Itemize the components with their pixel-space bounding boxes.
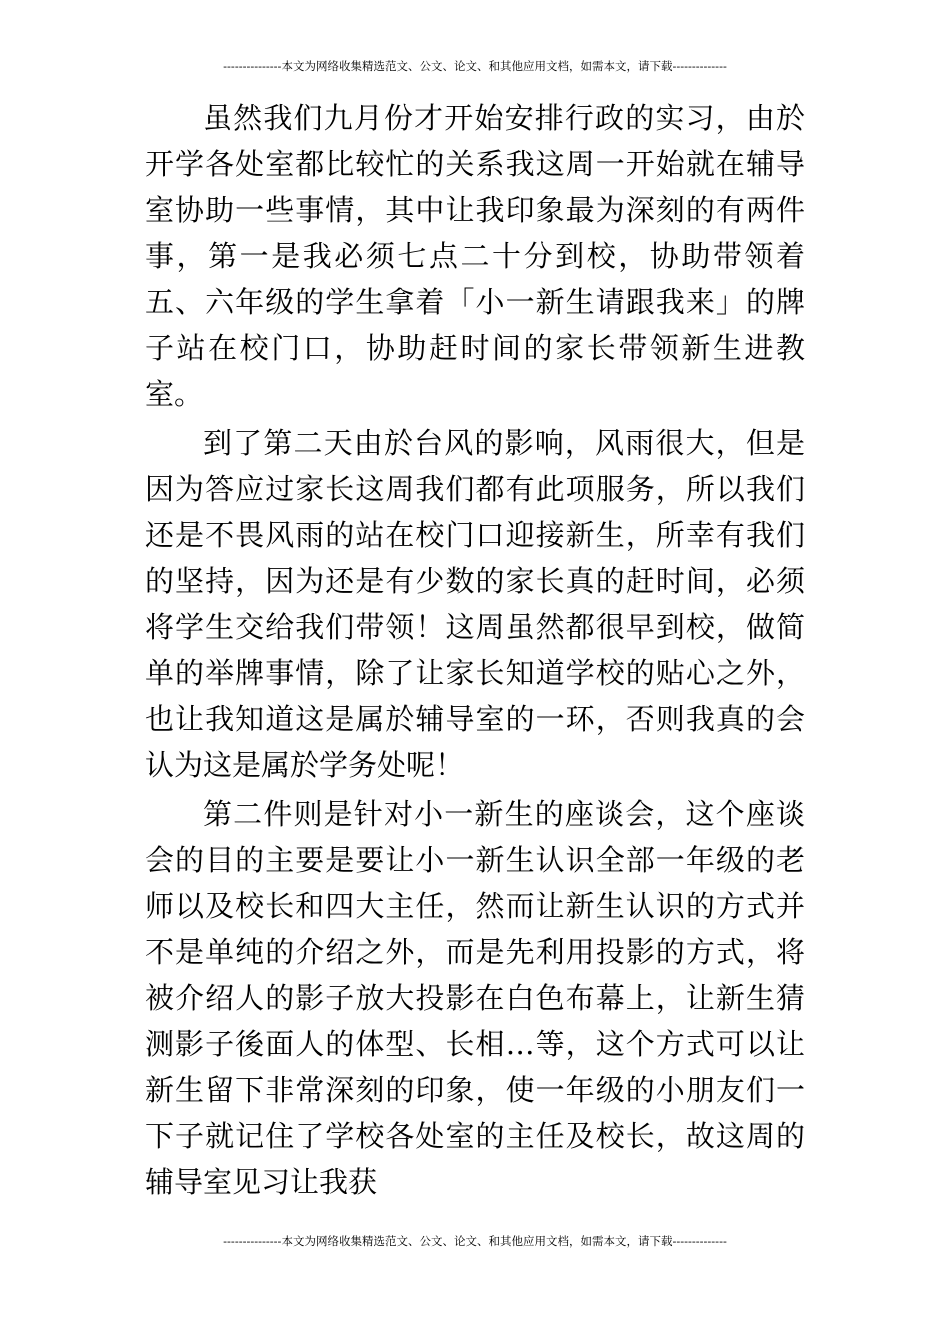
paragraph: 到了第二天由於台风的影响，风雨很大，但是因为答应过家长这周我们都有此项服务，所以我们还是不畏风雨的站在校门口迎接新生，所幸有我们的坚持，因为还是有少数的家长真的赶时间，必须将学生交给我们带领！这周虽然都很早到校，做简单的举牌事情，除了让家长知道学校的贴心之外，也让我知道这是属於辅导室的一环，否则我真的会认为这是属於学务处呢！ (145, 426, 805, 782)
paragraph: 虽然我们九月份才开始安排行政的实习，由於开学各处室都比较忙的关系我这周一开始就在辅导室协助一些事情，其中让我印象最为深刻的有两件事，第一是我必须七点二十分到校，协助带领着五、六年级的学生拿着「小一新生请跟我来」的牌子站在校门口，协助赶时间的家长带领新生进教室。 (145, 101, 805, 411)
paragraph: 第二件则是针对小一新生的座谈会，这个座谈会的目的主要是要让小一新生认识全部一年级的老师以及校长和四大主任，然而让新生认识的方式并不是单纯的介绍之外，而是先利用投影的方式，将被介绍人的影子放大投影在白色布幕上，让新生猜测影子後面人的体型、长相…等，这个方式可以让新生留下非常深刻的印象，使一年级的小朋友们一下子就记住了学校各处室的主任及校长，故这周的辅导室见习让我获 (145, 797, 805, 1199)
running-header: ---------------本文为网络收集精选范文、公文、论文、和其他应用文档，如需本文，请下载-------------- (223, 59, 727, 73)
document-body (145, 95, 805, 1205)
running-footer: ---------------本文为网络收集精选范文、公文、论文、和其他应用文档，如需本文，请下载-------------- (223, 1234, 727, 1248)
